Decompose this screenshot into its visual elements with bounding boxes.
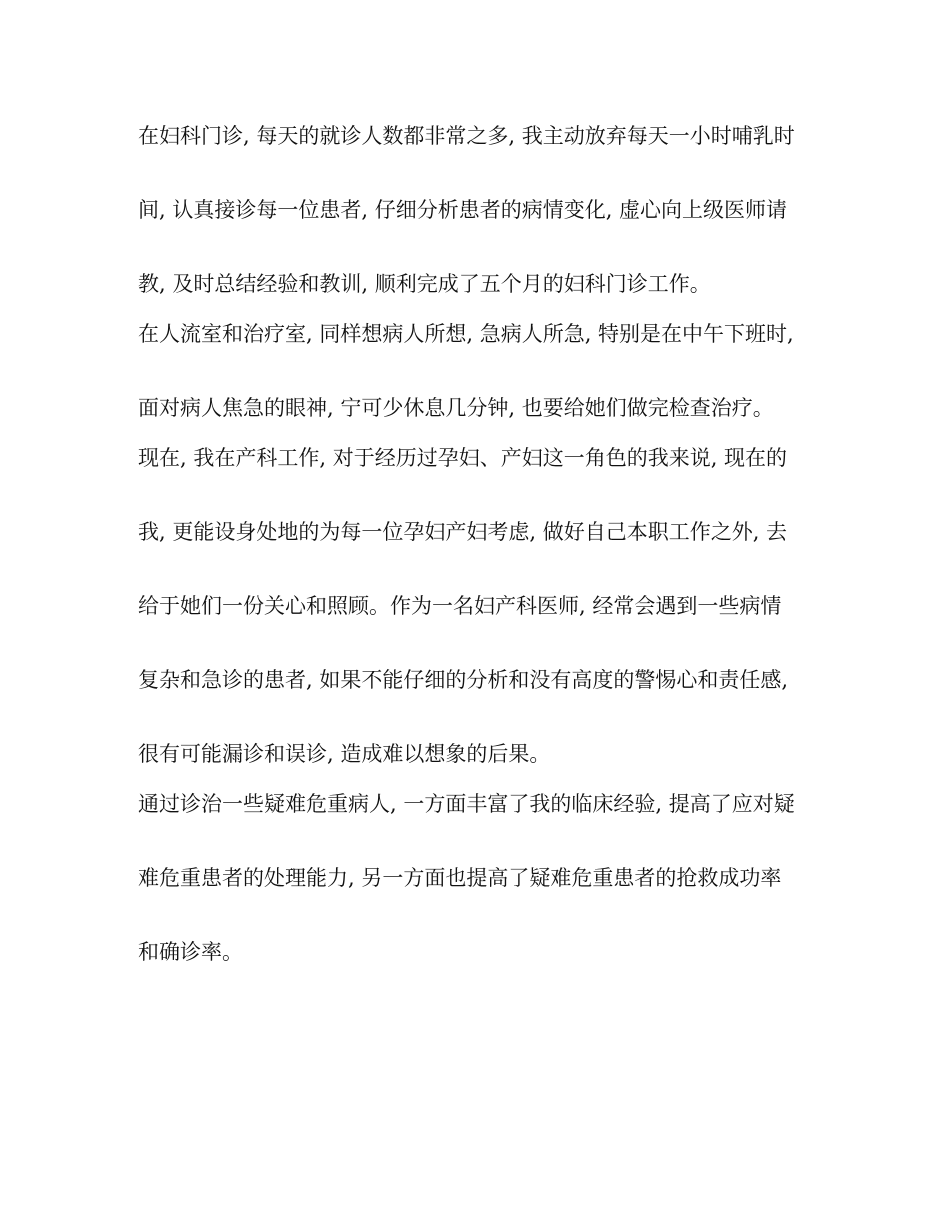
text-line: 间, 认真接诊每一位患者, 仔细分析患者的病情变化, 虚心向上级医师请 <box>138 198 788 222</box>
text-line: 面对病人焦急的眼神, 宁可少休息几分钟, 也要给她们做完检查治疗。 <box>138 396 774 420</box>
text-line: 和确诊率。 <box>138 940 243 964</box>
paragraph-1 <box>138 122 816 298</box>
text-line: 现在, 我在产科工作, 对于经历过孕妇、产妇这一角色的我来说, 现在的 <box>138 446 788 470</box>
text-line: 复杂和急诊的患者, 如果不能仔细的分析和没有高度的警惕心和责任感, <box>138 668 789 692</box>
text-line: 在人流室和治疗室, 同样想病人所想, 急病人所急, 特别是在中午下班时, <box>138 322 794 346</box>
text-line: 很有可能漏诊和误诊, 造成难以想象的后果。 <box>138 742 551 766</box>
text-line: 难危重患者的处理能力, 另一方面也提高了疑难危重患者的抢救成功率 <box>138 866 782 890</box>
paragraph-4 <box>138 790 816 966</box>
paragraph-3 <box>138 444 816 768</box>
text-line: 我, 更能设身处地的为每一位孕妇产妇考虑, 做好自己本职工作之外, 去 <box>138 520 788 544</box>
text-line: 通过诊治一些疑难危重病人, 一方面丰富了我的临床经验, 提高了应对疑 <box>138 792 795 816</box>
paragraph-2 <box>138 320 816 422</box>
text-line: 教, 及时总结经验和教训, 顺利完成了五个月的妇科门诊工作。 <box>138 272 711 296</box>
text-line: 给于她们一份关心和照顾。作为一名妇产科医师, 经常会遇到一些病情 <box>138 594 782 618</box>
document-body <box>138 122 816 966</box>
text-line: 在妇科门诊, 每天的就诊人数都非常之多, 我主动放弃每天一小时哺乳时 <box>138 124 795 148</box>
